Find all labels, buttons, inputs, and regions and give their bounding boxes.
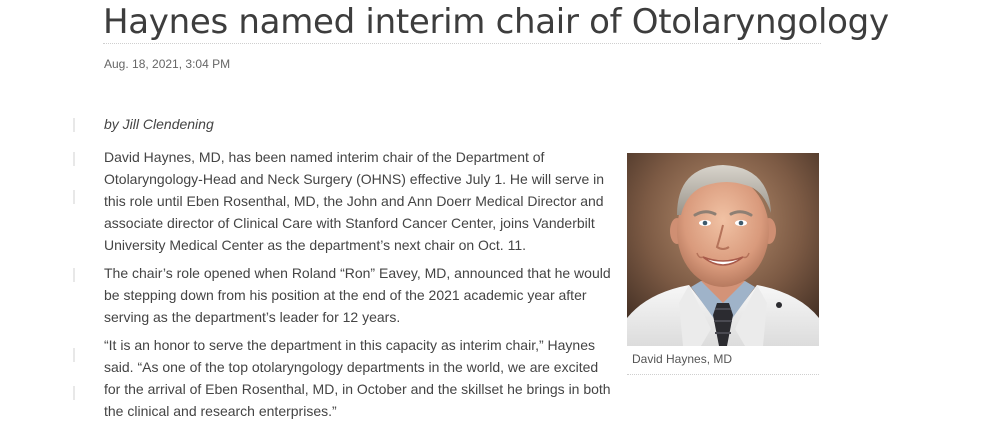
caption-divider xyxy=(627,374,819,375)
author-byline: by Jill Clendening xyxy=(104,116,214,132)
photo-caption: David Haynes, MD xyxy=(632,352,733,366)
gutter-mark xyxy=(73,386,75,400)
gutter-mark xyxy=(73,348,75,362)
left-gutter xyxy=(73,118,77,418)
article-paragraph: The chair’s role opened when Roland “Ron” Eavey, MD, announced that he would be stepping down from his position at the end of the 2021 academic year after serving as the department’s leader for 12 years. xyxy=(104,265,611,325)
photo-figure xyxy=(627,153,819,375)
gutter-mark xyxy=(73,190,75,204)
article-paragraph: “It is an honor to serve the department in this capacity as interim chair,” Haynes said. “As one of the top otolaryngology departments in the world, we are excited for the arrival of Eben Rosenthal, MD, in October and the skillset he brings in both the clinical and research enterprises.” xyxy=(104,337,611,419)
gutter-mark xyxy=(73,118,75,132)
portrait-photo-icon[interactable] xyxy=(627,153,819,346)
headline-divider xyxy=(103,43,821,44)
gutter-mark xyxy=(73,152,75,166)
gutter-mark xyxy=(73,268,75,282)
publish-date: Aug. 18, 2021, 3:04 PM xyxy=(104,57,231,71)
article-headline: Haynes named interim chair of Otolaryngology xyxy=(103,2,889,42)
article-paragraph: David Haynes, MD, has been named interim chair of the Department of Otolaryngology-Head and Neck Surgery (OHNS) effective July 1. He will serve in this role until Eben Rosenthal, MD, the John and Ann Doerr Medical Director and associate director of Clinical Care with Stanford Cancer Center, joins Vanderbilt University Medical Center as the department’s next chair on Oct. 11. xyxy=(104,149,605,253)
